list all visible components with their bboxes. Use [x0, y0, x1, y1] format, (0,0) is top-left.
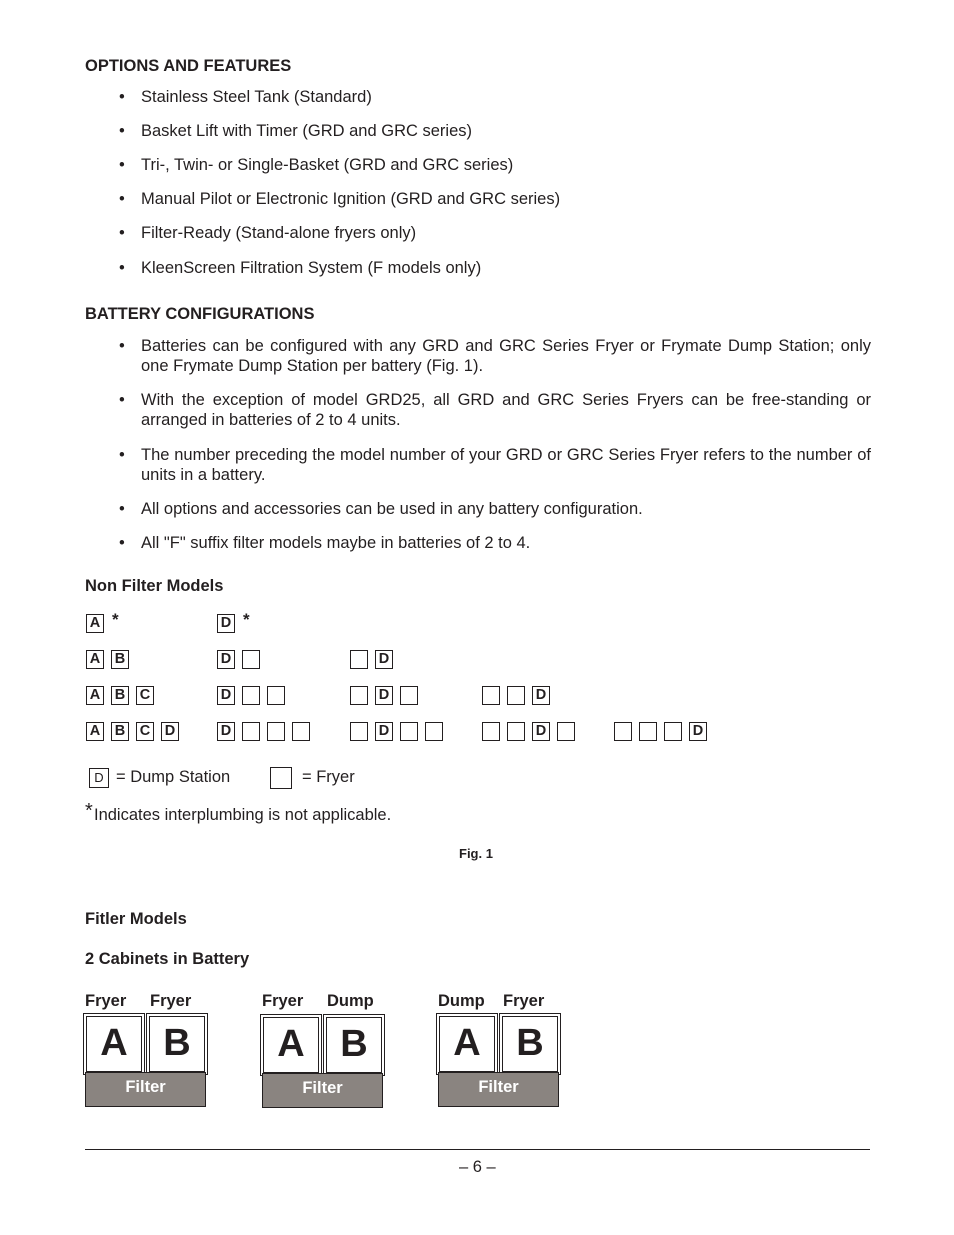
fryer-box [242, 650, 260, 669]
fryer-box [507, 722, 525, 741]
cabinet-b: B [502, 1016, 558, 1072]
list-item: • All "F" suffix filter models maybe in batteries of 2 to 4. [118, 533, 871, 553]
dump-station-box: D [375, 722, 393, 741]
fryer-box [242, 722, 260, 741]
fryer-box [639, 722, 657, 741]
fryer-box: A [86, 686, 104, 705]
fryer-box: B [111, 722, 129, 741]
cabinet-label: Fryer [262, 992, 304, 1010]
fryer-box [350, 686, 368, 705]
dump-station-box: D [217, 686, 235, 705]
fryer-box: C [136, 686, 154, 705]
fryer-box [242, 686, 260, 705]
non-filter-heading: Non Filter Models [85, 577, 224, 595]
dump-station-box: D [375, 650, 393, 669]
fryer-box [507, 686, 525, 705]
list-item: • Basket Lift with Timer (GRD and GRC series) [118, 121, 871, 141]
legend-fryer-box [270, 767, 292, 789]
list-item: • Batteries can be configured with any GRD and GRC Series Fryer or Frymate Dump Station; only one Frymate Dump Station per battery (Fig. 1). [118, 336, 871, 376]
cabinet-label: Dump [327, 992, 374, 1010]
fryer-box: A [86, 614, 104, 633]
list-item: • Filter-Ready (Stand-alone fryers only) [118, 223, 871, 243]
legend-fryer-text: = Fryer [302, 768, 355, 786]
filter-bar: Filter [262, 1073, 383, 1108]
cabinets-subheading: 2 Cabinets in Battery [85, 950, 250, 968]
fryer-box [400, 722, 418, 741]
fryer-box [400, 686, 418, 705]
cabinet-label: Fryer [85, 992, 127, 1010]
dump-station-box: D [689, 722, 707, 741]
fryer-box [350, 722, 368, 741]
filter-bar: Filter [438, 1072, 559, 1107]
cabinet-b: B [149, 1016, 205, 1072]
footer-rule [85, 1149, 870, 1150]
cabinet-a: A [86, 1016, 142, 1072]
dump-station-box: D [375, 686, 393, 705]
list-item: • All options and accessories can be used in any battery configuration. [118, 499, 871, 519]
dump-station-box: D [532, 722, 550, 741]
cabinet-label: Fryer [150, 992, 192, 1010]
interplumbing-note: Indicates interplumbing is not applicable. [94, 806, 392, 824]
cabinet-label: Dump [438, 992, 485, 1010]
list-item: • With the exception of model GRD25, all GRD and GRC Series Fryers can be free-standing or arranged in batteries of 2 to 4 units. [118, 390, 871, 430]
fryer-box [267, 686, 285, 705]
filter-models-heading: Fitler Models [85, 910, 187, 928]
dump-station-box: D [217, 650, 235, 669]
fryer-box [482, 686, 500, 705]
legend-dump-box: D [89, 768, 109, 788]
fryer-box [425, 722, 443, 741]
cabinet-a: A [439, 1016, 495, 1072]
fryer-box [482, 722, 500, 741]
asterisk: * [243, 610, 250, 629]
dump-station-box: D [161, 722, 179, 741]
dump-station-box: D [532, 686, 550, 705]
fryer-box: A [86, 650, 104, 669]
dump-station-box: D [217, 722, 235, 741]
dump-station-box: D [217, 614, 235, 633]
fryer-box [350, 650, 368, 669]
fryer-box: B [111, 686, 129, 705]
fryer-box: A [86, 722, 104, 741]
fryer-box [267, 722, 285, 741]
fryer-box [614, 722, 632, 741]
fryer-box: B [111, 650, 129, 669]
list-item: • Tri-, Twin- or Single-Basket (GRD and GRC series) [118, 155, 871, 175]
fryer-box: C [136, 722, 154, 741]
page-number: – 6 – [459, 1158, 496, 1176]
cabinet-b: B [326, 1017, 382, 1073]
options-heading: OPTIONS AND FEATURES [85, 57, 292, 75]
fryer-box [557, 722, 575, 741]
battery-heading: BATTERY CONFIGURATIONS [85, 305, 315, 323]
list-item: • KleenScreen Filtration System (F models only) [118, 258, 871, 278]
list-item: • Stainless Steel Tank (Standard) [118, 87, 871, 107]
asterisk: * [112, 610, 119, 629]
fryer-box [292, 722, 310, 741]
list-item: • Manual Pilot or Electronic Ignition (GRD and GRC series) [118, 189, 871, 209]
list-item: • The number preceding the model number of your GRD or GRC Series Fryer refers to the number of units in a battery. [118, 445, 871, 485]
cabinet-a: A [263, 1017, 319, 1073]
note-asterisk: * [85, 800, 93, 822]
filter-bar: Filter [85, 1072, 206, 1107]
figure-caption: Fig. 1 [459, 846, 493, 861]
cabinet-label: Fryer [503, 992, 545, 1010]
fryer-box [664, 722, 682, 741]
legend-dump-text: = Dump Station [116, 768, 231, 786]
